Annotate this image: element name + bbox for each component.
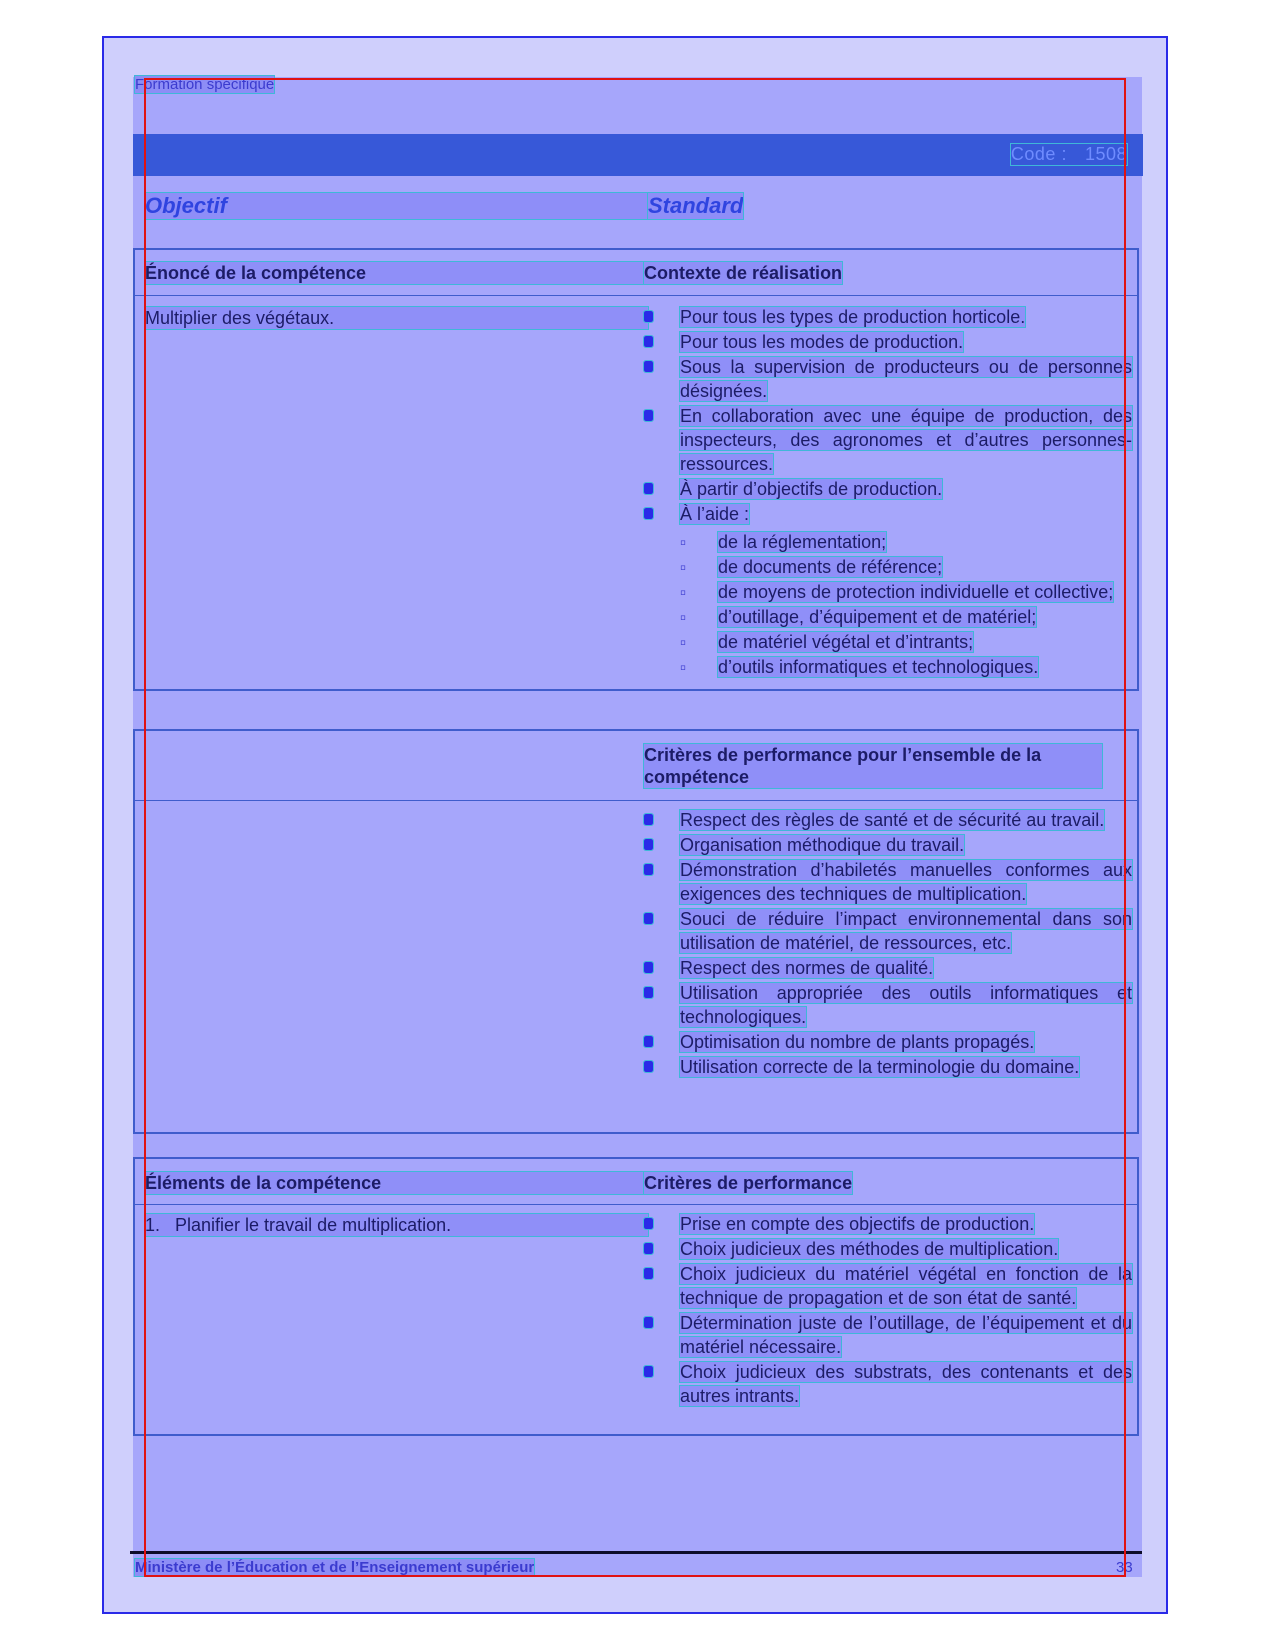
list-item xyxy=(644,330,1132,354)
sub-list-item xyxy=(680,605,1132,629)
list-item-text: Choix judicieux du matériel végétal en fonction de la technique de propagation et de son état de santé. xyxy=(680,1264,1132,1308)
list-item xyxy=(644,1030,1132,1054)
section-label: Formation spécifique xyxy=(135,76,275,93)
sub-list xyxy=(680,530,1132,679)
competence-statement-header: Énoncé de la compétence xyxy=(145,262,648,284)
square-bullet-icon: ▫ xyxy=(680,583,687,602)
list-item-text: Prise en compte des objectifs de production. xyxy=(680,1214,1035,1234)
bullet-icon xyxy=(644,1036,653,1047)
sub-list-item-text: d’outillage, d’équipement et de matériel; xyxy=(718,607,1037,627)
bullet-icon xyxy=(644,508,653,519)
performance-criteria-header: Critères de performance xyxy=(644,1173,853,1193)
list-item-text: Utilisation appropriée des outils informatiques et technologiques. xyxy=(680,983,1132,1027)
list-item-text: À l’aide : xyxy=(680,504,750,524)
bullet-icon xyxy=(644,1317,653,1328)
list-item xyxy=(644,1262,1132,1310)
sub-list-item-text: de la réglementation; xyxy=(718,532,887,552)
footer-rule xyxy=(130,1551,1142,1554)
list-item xyxy=(644,907,1132,955)
sub-list-item xyxy=(680,630,1132,654)
bullet-icon xyxy=(644,483,653,494)
list-item-text: Organisation méthodique du travail. xyxy=(680,835,965,855)
sub-list-item-text: d’outils informatiques et technologiques. xyxy=(718,657,1039,677)
bullet-icon xyxy=(644,987,653,998)
list-item xyxy=(644,1311,1132,1359)
bullet-icon xyxy=(644,1366,653,1377)
code-label: Code : xyxy=(1010,144,1067,164)
sub-list-item-text: de moyens de protection individuelle et collective; xyxy=(718,582,1114,602)
sub-list-item xyxy=(680,580,1132,604)
list-item xyxy=(644,1212,1132,1236)
bullet-icon xyxy=(644,962,653,973)
bullet-icon xyxy=(644,814,653,825)
bullet-icon xyxy=(644,336,653,347)
list-item-text: En collaboration avec une équipe de production, des inspecteurs, des agronomes et d’autres personnes-ressources. xyxy=(680,406,1132,474)
sub-list-item-text: de documents de référence; xyxy=(718,557,943,577)
square-bullet-icon: ▫ xyxy=(680,608,687,627)
square-bullet-icon: ▫ xyxy=(680,633,687,652)
code-band xyxy=(133,134,1143,176)
list-item-text: Choix judicieux des méthodes de multiplication. xyxy=(680,1239,1059,1259)
list-item xyxy=(644,956,1132,980)
list-item-text: Choix judicieux des substrats, des contenants et des autres intrants. xyxy=(680,1362,1132,1406)
standard-title: Standard xyxy=(648,193,744,218)
list-item xyxy=(644,477,1132,501)
bullet-icon xyxy=(644,1061,653,1072)
performance-criteria-list xyxy=(644,1212,1132,1409)
list-item xyxy=(644,404,1132,476)
code-value: 1508 xyxy=(1084,144,1127,164)
sub-list-item xyxy=(680,530,1132,554)
global-criteria-list xyxy=(644,808,1132,1080)
list-item-text: Pour tous les modes de production. xyxy=(680,332,964,352)
program-code xyxy=(1011,144,1127,165)
bullet-icon xyxy=(644,361,653,372)
bullet-icon xyxy=(644,410,653,421)
list-item-text: Souci de réduire l’impact environnemental dans son utilisation de matériel, de ressources, etc. xyxy=(680,909,1132,953)
competence-statement: Multiplier des végétaux. xyxy=(145,307,648,329)
sub-list-item xyxy=(680,555,1132,579)
list-item xyxy=(644,1055,1132,1079)
list-item-text: Respect des normes de qualité. xyxy=(680,958,934,978)
list-item-text: Détermination juste de l’outillage, de l’équipement et du matériel nécessaire. xyxy=(680,1313,1132,1357)
footer-ministry: Ministère de l’Éducation et de l’Enseignement supérieur xyxy=(135,1559,535,1576)
global-criteria-header: Critères de performance pour l’ensemble de la compétence xyxy=(644,744,1102,788)
list-item xyxy=(644,808,1132,832)
bullet-icon xyxy=(644,1268,653,1279)
bullet-icon xyxy=(644,1218,653,1229)
context-header: Contexte de réalisation xyxy=(644,263,843,283)
list-item-text: Pour tous les types de production horticole. xyxy=(680,307,1026,327)
list-item xyxy=(644,981,1132,1029)
list-item-text: Respect des règles de santé et de sécurité au travail. xyxy=(680,810,1105,830)
bullet-icon xyxy=(644,913,653,924)
list-item-text: À partir d’objectifs de production. xyxy=(680,479,943,499)
sub-list-item xyxy=(680,655,1132,679)
list-item-text: Sous la supervision de producteurs ou de personnes désignées. xyxy=(680,357,1132,401)
sub-list-item-text: de matériel végétal et d’intrants; xyxy=(718,632,974,652)
bullet-icon xyxy=(644,864,653,875)
list-item xyxy=(644,1360,1132,1408)
list-item xyxy=(644,1237,1132,1261)
list-item xyxy=(644,833,1132,857)
square-bullet-icon: ▫ xyxy=(680,533,687,552)
bullet-icon xyxy=(644,839,653,850)
list-item-text: Optimisation du nombre de plants propagés. xyxy=(680,1032,1035,1052)
page-number: 33 xyxy=(1116,1559,1133,1576)
bullet-icon xyxy=(644,1243,653,1254)
list-item xyxy=(644,502,1132,679)
elements-header: Éléments de la compétence xyxy=(145,1172,648,1194)
list-item xyxy=(644,858,1132,906)
list-item-text: Utilisation correcte de la terminologie du domaine. xyxy=(680,1057,1080,1077)
square-bullet-icon: ▫ xyxy=(680,658,687,677)
list-item-text: Démonstration d’habiletés manuelles conformes aux exigences des techniques de multiplication. xyxy=(680,860,1132,904)
list-item xyxy=(644,355,1132,403)
objective-title: Objectif xyxy=(145,193,647,219)
bullet-icon xyxy=(644,311,653,322)
context-list xyxy=(644,305,1132,680)
competence-element: 1. Planifier le travail de multiplication. xyxy=(145,1214,648,1236)
square-bullet-icon: ▫ xyxy=(680,558,687,577)
list-item xyxy=(644,305,1132,329)
